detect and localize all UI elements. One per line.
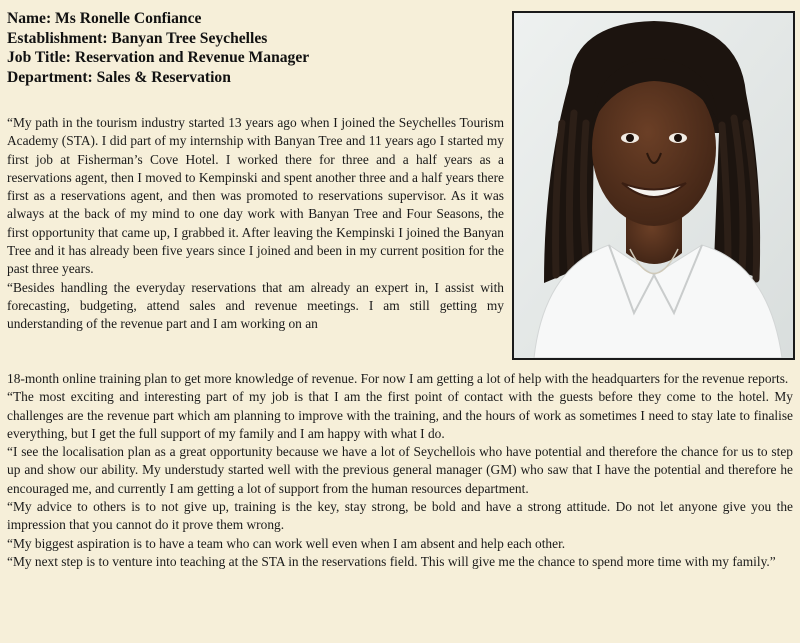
name-line: Name: Ms Ronelle Confiance (7, 10, 202, 27)
article-body-column (7, 114, 504, 334)
portrait-illustration (514, 13, 793, 358)
article-body-full-width (7, 370, 793, 571)
establishment-line: Establishment: Banyan Tree Seychelles (7, 29, 268, 47)
paragraph-localisation: “I see the localisation plan as a great opportunity because we have a lot of Seychellois who have potential and therefore the chance for us to step up and show our ability. My understudy started well with the previous general manager (GM) who saw that I have the potential and therefore he encouraged me, and currently I am getting a lot of support from the human resources department. (7, 444, 793, 496)
job-title-line: Job Title: Reservation and Revenue Manager (7, 49, 310, 66)
paragraph-aspiration: “My biggest aspiration is to have a team who can work well even when I am absent and help each other. (7, 535, 566, 551)
paragraph-next-step: “My next step is to venture into teaching at the STA in the reservations field. This will give me the chance to spend more time with my family.” (7, 553, 776, 569)
paragraph-duties: “Besides handling the everyday reservations that am already an expert in, I assist with forecasting, budgeting, attend sales and revenue meetings. I am still getting my understanding of the revenue part and I am working on an (7, 279, 504, 332)
paragraph-advice: “My advice to others is to not give up, training is the key, stay strong, be bold and have a strong attitude. Do not let anyone give you the impression that you cannot do it prove them wrong. (7, 499, 793, 533)
paragraph-training-plan: 18-month online training plan to get more knowledge of revenue. For now I am getting a lot of help with the headquarters for the revenue reports. (7, 371, 789, 386)
department-line: Department: Sales & Reservation (7, 68, 231, 86)
paragraph-career-path: “My path in the tourism industry started 13 years ago when I joined the Seychelles Tourism Academy (STA). I did part of my internship with Banyan Tree and 11 years ago I started my first job at Fisherman’s Cove Hotel. I worked there for three and a half years as a reservations agent, then I moved to Kempinski and spent another three and a half years there first as a reservations agent, and then was promoted to reservations supervisor. As it was always at the back of my mind to one day work with Banyan Tree and Four Seasons, the first opportunity that came up, I grabbed it. After leaving the Kempinski I joined the Banyan Tree and it has already been five years since I joined and been in my current position for the past three years. (7, 115, 504, 277)
portrait-photo (512, 11, 795, 360)
paragraph-challenges: “The most exciting and interesting part of my job is that I am the first point of contact with the guests before they come to the hotel. My challenges are the revenue part which am planning to improve with the training, and the hours of work as sometimes I need to stay late to finalise everything, but I get the full support of my family and I am happy with what I do. (7, 389, 793, 441)
profile-header (7, 9, 502, 87)
